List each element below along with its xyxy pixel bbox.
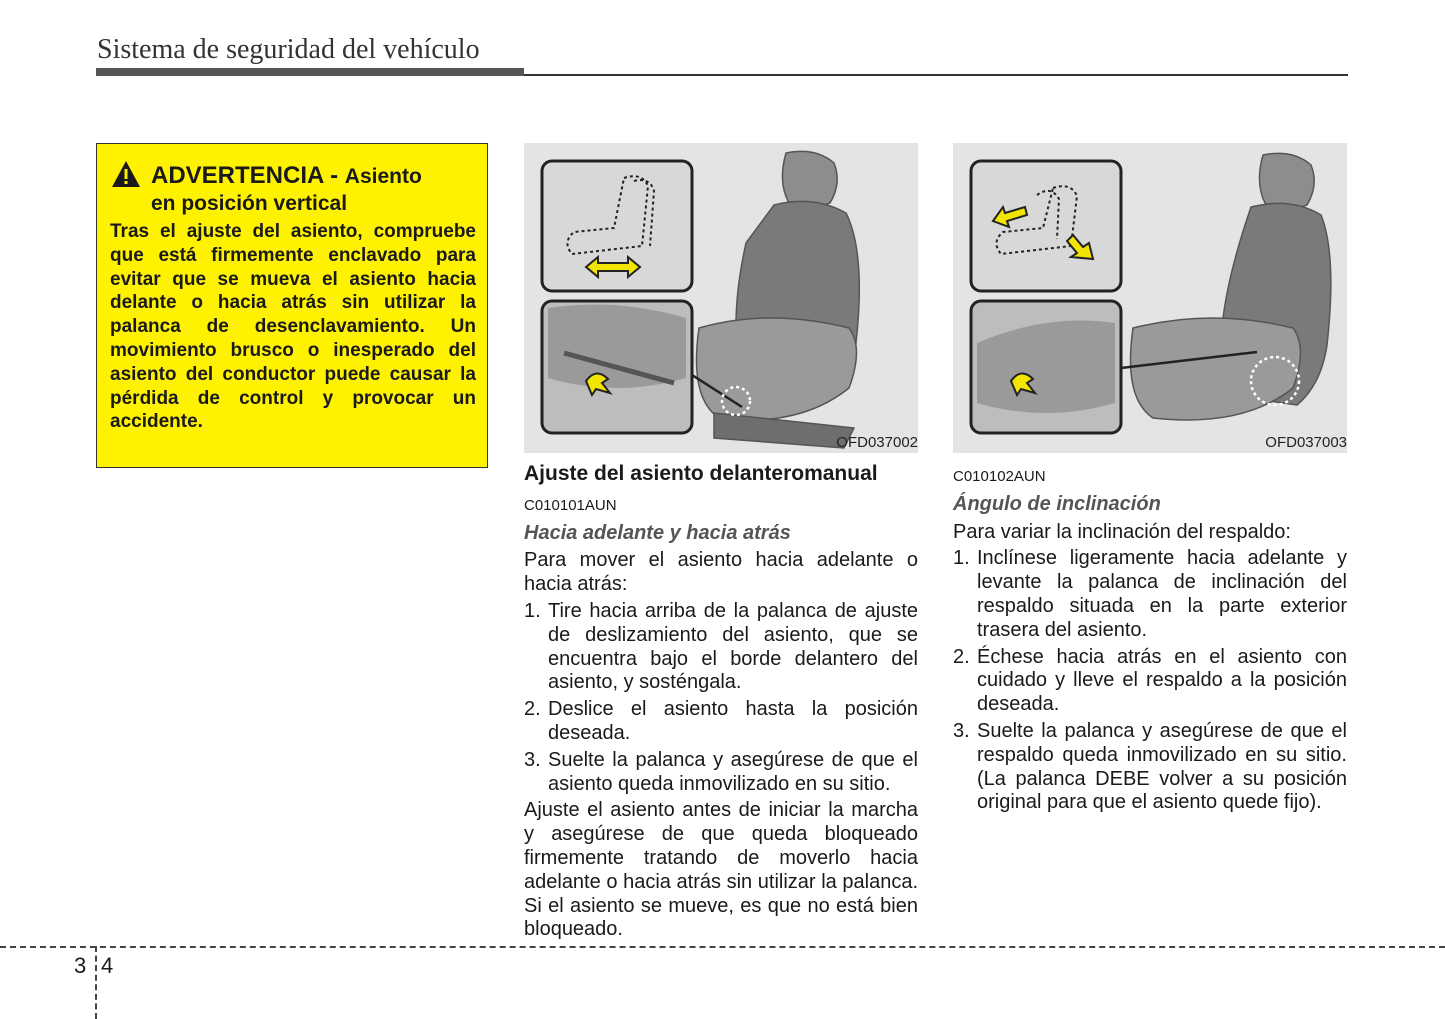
list-text: Suelte la palanca y asegúrese de que el respaldo queda inmovilizado en su sitio. (La palanca DEBE volver a su posición original para que el asiento quede fijo).	[977, 719, 1347, 814]
footer-dashed-rule	[0, 946, 1445, 948]
list-text: Suelte la palanca y asegúrese de que el asiento queda inmovilizado en su sitio.	[548, 748, 918, 795]
figure-seat-recline	[953, 143, 1347, 453]
header-rule-thin	[524, 74, 1348, 76]
column-seat-slide	[524, 462, 918, 942]
list-item	[953, 547, 1347, 642]
section-code: C010102AUN	[953, 468, 1046, 485]
list-text: Deslice el asiento hasta la posición deseada.	[548, 698, 918, 744]
warning-title-sub-1: Asiento	[344, 165, 422, 188]
subheading: Ángulo de inclinación	[953, 492, 1161, 515]
section-code: C010101AUN	[524, 496, 617, 514]
page-number: 4	[101, 953, 114, 978]
page-number-chapter: 3	[74, 953, 87, 978]
column-seat-recline	[953, 465, 1347, 815]
list-text: Échese hacia atrás en el asiento con cuidado y lleve el respaldo a la posición deseada.	[977, 645, 1347, 716]
warning-box	[96, 143, 488, 468]
warning-title-main: ADVERTENCIA -	[151, 162, 345, 189]
list-text: Inclínese ligeramente hacia adelante y levante la palanca de inclinación del respaldo situada en la parte exterior trasera del asiento.	[977, 547, 1347, 641]
intro-paragraph: Para variar la inclinación del respaldo:	[953, 520, 1291, 543]
warning-title	[111, 162, 481, 217]
intro-paragraph: Para mover el asiento hacia adelante o hacia atrás:	[524, 549, 918, 596]
figure-label: OFD037003	[1265, 434, 1347, 451]
header-rule-thick	[96, 68, 524, 76]
list-number: 3.	[953, 719, 970, 742]
list-item	[524, 600, 918, 695]
list-number: 3.	[524, 748, 541, 771]
list-number: 1.	[953, 547, 970, 570]
list-number: 2.	[524, 698, 541, 721]
warning-title-sub-2: en posición vertical	[151, 192, 348, 215]
subheading: Hacia adelante y hacia atrás	[524, 521, 791, 544]
list-number: 2.	[953, 645, 970, 668]
figure-label: OFD037002	[836, 434, 918, 451]
page-header-title: Sistema de seguridad del vehículo	[97, 34, 480, 65]
list-item	[524, 698, 918, 746]
seat-slide-illustration	[524, 143, 918, 453]
list-item	[953, 646, 1347, 717]
list-text: Tire hacia arriba de la palanca de ajuste de deslizamiento del asiento, que se encuentra bajo el borde delantero del asiento, y sosténgala.	[548, 599, 918, 694]
outro-paragraph: Ajuste el asiento antes de iniciar la marcha y asegúrese de que queda bloqueado firmemente tratando de moverlo hacia adelante o hacia atrás sin utilizar la palanca. Si el asiento se mueve, es que no está bien bloqueado.	[524, 799, 918, 941]
figure-seat-slide	[524, 143, 918, 453]
seat-recline-illustration	[953, 143, 1347, 453]
list-item	[524, 749, 918, 797]
section-heading: Ajuste del asiento delanteromanual	[524, 462, 878, 485]
warning-body: Tras el ajuste del asiento, compruebe que está firmemente enclavado para evitar que se mueva el asiento hacia delante o hacia atrás sin utilizar la palanca de desenclavamiento. Un movimiento brusco o inesperado del asiento del conductor puede causar la pérdida de control y provocar un accidente.	[110, 221, 476, 433]
footer-dashed-divider	[95, 946, 97, 1019]
list-number: 1.	[524, 599, 541, 622]
list-item	[953, 720, 1347, 815]
